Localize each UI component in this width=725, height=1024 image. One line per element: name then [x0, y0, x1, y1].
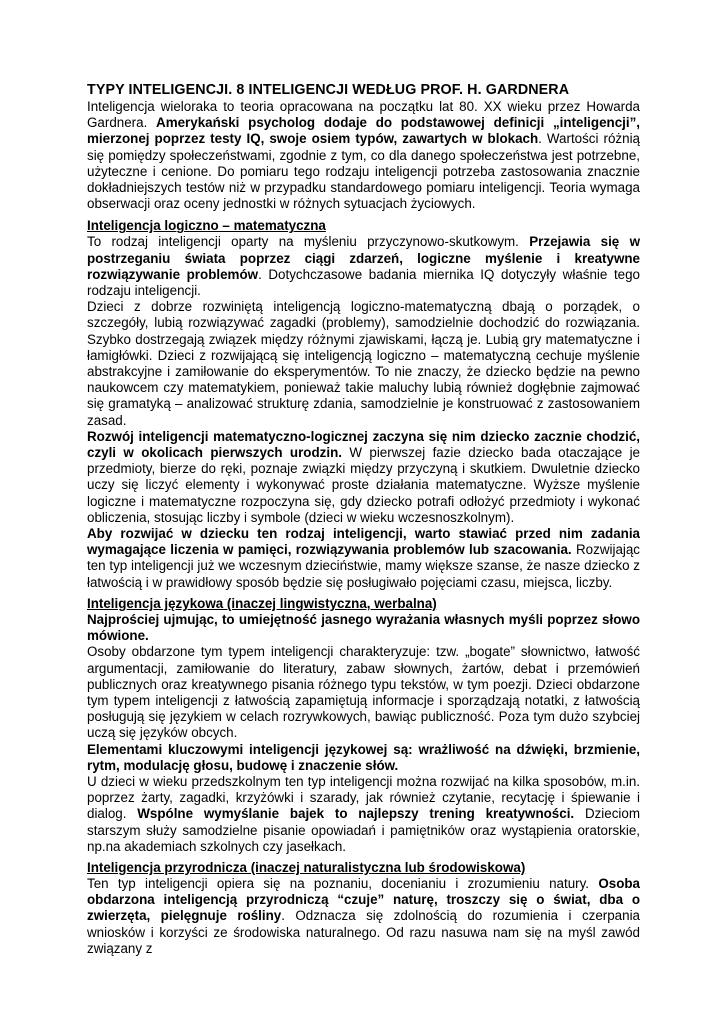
section-naturalistic — [87, 859, 640, 957]
text-run: . Dotychczasowe badania miernika IQ dotyczyły właśnie tego rodzaju inteligencji. — [87, 266, 641, 299]
bold-text-run: Osoba obdarzona inteligencją przyrodniczą “czuje” naturę, troszczy się o świat, dba o zwierzęta, pielęgnuje rośliny — [87, 875, 640, 924]
document-title: TYPY INTELIGENCJI. 8 INTELIGENCJI WEDŁUG PROF. H. GARDNERA — [87, 82, 570, 98]
section-logical-mathematical — [87, 217, 640, 590]
section-paragraph — [87, 612, 640, 644]
section-paragraph — [87, 429, 640, 526]
section-heading: Inteligencja przyrodnicza (inaczej naturalistyczna lub środowiskowa) — [87, 859, 526, 875]
intro-paragraph — [87, 99, 640, 212]
section-paragraph — [87, 742, 640, 774]
bold-text-run: Najprościej ujmując, to umiejętność jasnego wyrażania własnych myśli poprzez słowo mówione. — [87, 611, 640, 644]
section-paragraph — [87, 234, 640, 299]
section-paragraph — [87, 299, 640, 429]
text-run: Ten typ inteligencji opiera się na poznaniu, docenianiu i zrozumieniu natury. — [87, 875, 599, 891]
section-heading: Inteligencja logiczno – matematyczna — [87, 218, 326, 234]
bold-text-run: Elementami kluczowymi inteligencji językowej są: wrażliwość na dźwięki, brzmienie, rytm, modulację głosu, budowę i znaczenie słów. — [87, 741, 640, 773]
text-run: . Odznacza się zdolnością do rozumienia i czerpania wniosków i korzyści ze środowiska naturalnego. Od razu nasuwa nam się na myśl zawód związany z — [87, 908, 641, 956]
text-run: . Wartości różnią się pomiędzy społeczeństwami, zgodnie z tym, co dla danego społeczeństwa jest potrzebne, użyteczne i cenione. Do pomiaru tego rodzaju inteligencji potrzeba zastosowania znacznie dokładniejszych testów niż w przypadku standardowego pomiaru inteligencji. Teoria wymaga obserwacji oraz oceny jednostki w różnych sytuacjach życiowych. — [87, 131, 640, 212]
text-run: Inteligencja wieloraka to teoria opracowana na początku lat 80. XX wieku przez Howarda Gardnera. — [87, 99, 640, 131]
text-run: Osoby obdarzone tym typem inteligencji charakteryzuje: tzw. „bogate” słownictwo, łatwość argumentacji, zamiłowanie do literatury, zabaw słownych, żartów, debat i przemówień publicznych oraz kreatywnego pisania różnego typu tekstów, w tym poezji. Dzieci obdarzone tym typem inteligencji z łatwością zapamiętują informacje i sporządzają notatki, z łatwością posługują się językiem w celach rozrywkowych, bawiąc publiczność. Poza tym dużo szybciej uczą się języków obcych. — [87, 644, 640, 741]
text-run: To rodzaj inteligencji oparty na myśleniu przyczynowo-skutkowym. — [87, 234, 530, 250]
bold-text-run: Przejawia się w postrzeganiu świata poprzez ciągi zdarzeń, logiczne myślenie i kreatywne rozwiązywanie problemów — [87, 234, 640, 282]
section-heading: Inteligencja językowa (inaczej lingwistyczna, werbalna) — [87, 595, 437, 611]
section-paragraph — [87, 876, 640, 957]
document-page — [87, 82, 640, 957]
bold-text-run: Rozwój inteligencji matematyczno-logicznej zaczyna się nim dziecko zacznie chodzić, czyli w okolicach pierwszych urodzin. — [87, 428, 640, 461]
text-run: Dzieci z dobrze rozwiniętą inteligencją logiczno-matematyczną dbają o porządek, o szczegóły, lubią rozwiązywać zagadki (problemy), samodzielnie dochodzić do rozwiązania. Szybko dostrzegają związek między różnymi zjawiskami, łączą je. Lubią gry matematyczne i łamigłówki. Dzieci z rozwijającą się inteligencją logiczno – matematyczną cechuje myślenie abstrakcyjne i zamiłowanie do eksperymentów. To nie znaczy, że dziecko będzie na pewno naukowcem czy matematykiem, ponieważ takie maluchy lubią również dogłębnie zajmować się gramatyką – analizować strukturę zdania, samodzielnie je konstruować z zastosowaniem zasad. — [87, 299, 640, 428]
section-linguistic — [87, 595, 640, 855]
bold-text-run: Aby rozwijać w dziecku ten rodzaj inteligencji, warto stawiać przed nim zadania wymagające liczenia w pamięci, rozwiązywania problemów lub szacowania. — [87, 526, 640, 558]
section-paragraph — [87, 526, 640, 591]
section-paragraph — [87, 644, 640, 741]
text-run: W pierwszej fazie dziecko bada otaczające je przedmioty, bierze do ręki, poznaje związki między przyczyną i skutkiem. Dwuletnie dziecko uczy się liczyć elementy i wykonywać proste działania matematyczne. Wyższe myślenie logiczne i matematyczne rozpoczyna się, gdy dziecko potrafi odłożyć przedmioty i wykonać obliczenia, stosując liczby i symbole (dzieci w wieku wczesnoszkolnym). — [87, 445, 640, 525]
text-run: Rozwijając ten typ inteligencji już we wczesnym dzieciństwie, mamy większe szanse, że nasze dziecko z łatwością i w prawidłowy sposób będzie się posługiwało pojęciami czasu, miejsca, liczby. — [87, 542, 641, 590]
bold-text-run: Amerykański psycholog dodaje do podstawowej definicji „inteligencji”, mierzonej poprzez testy IQ, swoje osiem typów, zawartych w blokach — [87, 115, 640, 147]
section-paragraph — [87, 774, 640, 855]
text-run: Dzieciom starszym służy samodzielne pisanie opowiadań i pamiętników oraz wystąpienia oratorskie, np.na akademiach szkolnych czy jasełkach. — [87, 806, 640, 854]
text-run: U dzieci w wieku przedszkolnym ten typ inteligencji można rozwijać na kilka sposobów, m.in. poprzez żarty, zagadki, krzyżówki i szarady, jak również czytanie, recytację i śpiewanie i dialog. — [87, 773, 640, 822]
bold-text-run: Wspólne wymyślanie bajek to najlepszy trening kreatywności. — [137, 806, 575, 822]
